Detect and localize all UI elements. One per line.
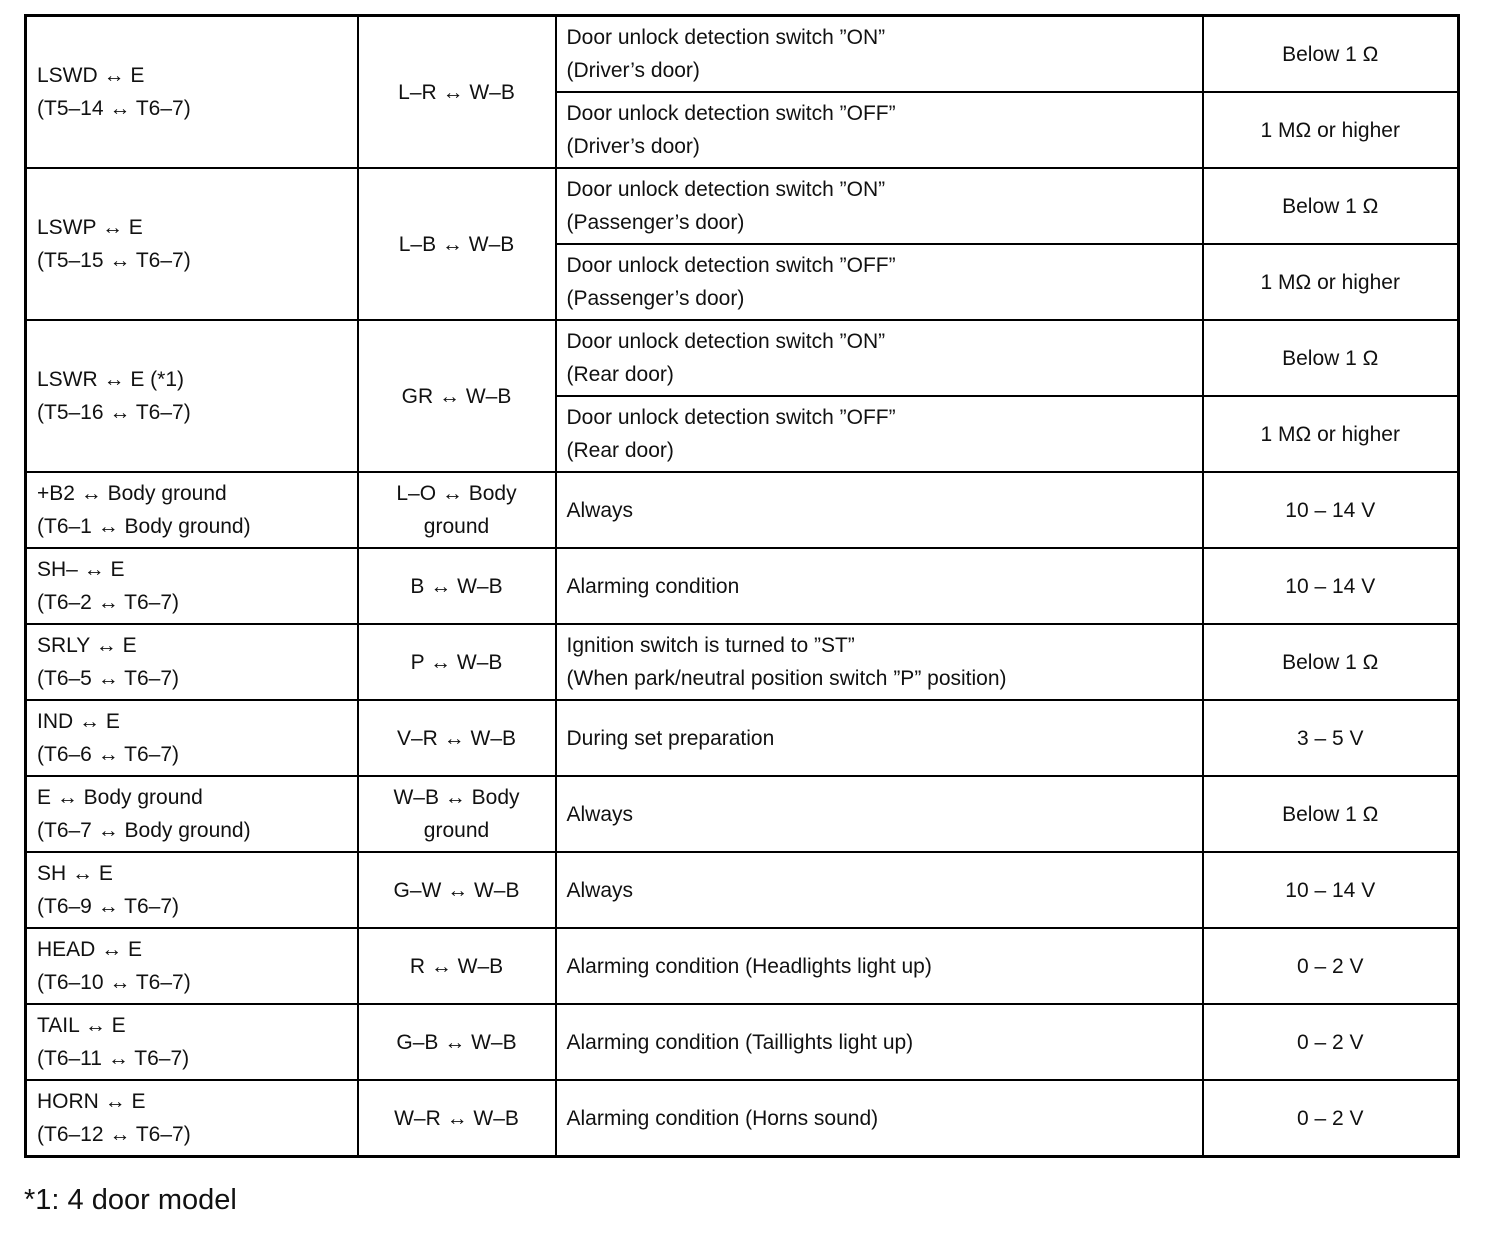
condition-cell [556,92,1203,168]
condition-cell [556,624,1203,700]
table-row [26,320,1459,396]
wiring-color-cell [358,776,556,852]
table-row [26,852,1459,928]
table-row [26,928,1459,1004]
cell-line: LSWR ↔ E (*1) [37,368,185,391]
cell-line: HEAD ↔ E [37,938,143,961]
condition-cell [556,168,1203,244]
wiring-color-cell [358,168,556,320]
cell-line: G–W ↔ W–B [393,878,520,902]
cell-line: (Rear door) [566,439,674,462]
cell-line: Always [566,498,634,522]
cell-line: (Driver’s door) [566,135,700,158]
table-row [26,776,1459,852]
condition-cell [556,1080,1203,1157]
specified-condition-cell: 10 – 14 V [1203,852,1459,928]
condition-cell [556,472,1203,548]
table-row [26,16,1459,93]
cell-line: W–B ↔ Body [393,786,520,809]
wiring-color-cell [358,472,556,548]
terminal-cell [26,700,358,776]
cell-line: (T6–11 ↔ T6–7) [37,1047,190,1070]
cell-line: Door unlock detection switch ”ON” [566,26,886,49]
cell-line: +B2 ↔ Body ground [37,482,227,505]
cell-line: V–R ↔ W–B [396,726,517,750]
terminal-cell [26,776,358,852]
wiring-color-cell [358,624,556,700]
terminal-inspection-table [24,14,1460,1158]
wiring-color-cell [358,548,556,624]
cell-line: Ignition switch is turned to ”ST” [566,634,855,657]
cell-line: (T6–2 ↔ T6–7) [37,591,180,614]
terminal-cell [26,852,358,928]
wiring-color-cell [358,700,556,776]
cell-line: R ↔ W–B [409,954,504,978]
cell-line: Alarming condition (Headlights light up) [566,954,932,978]
cell-line: W–R ↔ W–B [394,1106,519,1130]
cell-line: IND ↔ E [37,710,120,733]
specified-condition-cell: Below 1 Ω [1203,168,1459,244]
terminal-cell [26,548,358,624]
condition-cell [556,396,1203,472]
cell-line: L–R ↔ W–B [398,80,515,104]
terminal-cell [26,472,358,548]
specified-condition-cell: 10 – 14 V [1203,548,1459,624]
condition-cell [556,548,1203,624]
cell-line: Always [566,878,634,902]
specified-condition-cell: 0 – 2 V [1203,1004,1459,1080]
cell-line: (T6–10 ↔ T6–7) [37,971,191,994]
specified-condition-cell: Below 1 Ω [1203,776,1459,852]
cell-line: L–O ↔ Body [396,482,517,505]
cell-line: SH ↔ E [37,862,113,885]
cell-line: Alarming condition [566,574,740,598]
specified-condition-cell: 0 – 2 V [1203,928,1459,1004]
cell-line: LSWP ↔ E [37,216,143,239]
cell-line: ground [423,515,490,538]
table-body [26,16,1459,1157]
cell-line: G–B ↔ W–B [396,1030,517,1054]
specified-condition-cell: 10 – 14 V [1203,472,1459,548]
terminal-cell [26,320,358,472]
cell-line: (T6–6 ↔ T6–7) [37,743,180,766]
specified-condition-cell: 0 – 2 V [1203,1080,1459,1157]
wiring-color-cell [358,1004,556,1080]
specified-condition-cell: 1 MΩ or higher [1203,396,1459,472]
wiring-color-cell [358,16,556,169]
condition-cell [556,16,1203,93]
condition-cell [556,776,1203,852]
table-row [26,700,1459,776]
cell-line: (T5–16 ↔ T6–7) [37,401,191,424]
footnote: *1: 4 door model [24,1184,237,1216]
specified-condition-cell: Below 1 Ω [1203,320,1459,396]
cell-line: (T6–5 ↔ T6–7) [37,667,180,690]
wiring-color-cell [358,320,556,472]
table-row [26,624,1459,700]
condition-cell [556,1004,1203,1080]
cell-line: B ↔ W–B [410,574,503,598]
terminal-cell [26,1004,358,1080]
cell-line: (Rear door) [566,363,674,386]
specified-condition-cell: Below 1 Ω [1203,16,1459,93]
wiring-color-cell [358,1080,556,1157]
condition-cell [556,700,1203,776]
cell-line: SRLY ↔ E [37,634,137,657]
cell-line: Door unlock detection switch ”OFF” [566,254,896,277]
table-row [26,1080,1459,1157]
cell-line: Always [566,802,634,826]
wiring-color-cell [358,928,556,1004]
cell-line: SH– ↔ E [37,558,125,581]
cell-line: (T5–14 ↔ T6–7) [37,97,191,120]
wiring-color-cell [358,852,556,928]
cell-line: ground [423,819,490,842]
specified-condition-cell: 1 MΩ or higher [1203,244,1459,320]
terminal-cell [26,928,358,1004]
cell-line: Door unlock detection switch ”ON” [566,330,886,353]
cell-line: During set preparation [566,726,775,750]
cell-line: (Passenger’s door) [566,211,745,234]
cell-line: (Driver’s door) [566,59,700,82]
specified-condition-cell: 3 – 5 V [1203,700,1459,776]
terminal-cell [26,624,358,700]
table-row [26,548,1459,624]
cell-line: Door unlock detection switch ”OFF” [566,102,896,125]
cell-line: LSWD ↔ E [37,64,145,87]
table-row [26,1004,1459,1080]
terminal-cell [26,16,358,169]
cell-line: Door unlock detection switch ”OFF” [566,406,896,429]
table-row [26,472,1459,548]
specified-condition-cell: Below 1 Ω [1203,624,1459,700]
cell-line: Alarming condition (Taillights light up) [566,1030,914,1054]
cell-line: E ↔ Body ground [37,786,203,809]
cell-line: HORN ↔ E [37,1090,146,1113]
cell-line: TAIL ↔ E [37,1014,126,1037]
cell-line: (T6–12 ↔ T6–7) [37,1123,191,1146]
condition-cell [556,928,1203,1004]
condition-cell [556,244,1203,320]
cell-line: GR ↔ W–B [401,384,512,408]
cell-line: L–B ↔ W–B [398,232,515,256]
cell-line: Door unlock detection switch ”ON” [566,178,886,201]
cell-line: (T5–15 ↔ T6–7) [37,249,191,272]
cell-line: (When park/neutral position switch ”P” position) [566,667,1007,690]
cell-line: (T6–1 ↔ Body ground) [37,515,251,538]
cell-line: P ↔ W–B [410,650,503,674]
terminal-cell [26,168,358,320]
cell-line: Alarming condition (Horns sound) [566,1106,879,1130]
condition-cell [556,852,1203,928]
cell-line: (T6–9 ↔ T6–7) [37,895,180,918]
cell-line: (Passenger’s door) [566,287,745,310]
condition-cell [556,320,1203,396]
specified-condition-cell: 1 MΩ or higher [1203,92,1459,168]
terminal-cell [26,1080,358,1157]
cell-line: (T6–7 ↔ Body ground) [37,819,251,842]
table-row [26,168,1459,244]
